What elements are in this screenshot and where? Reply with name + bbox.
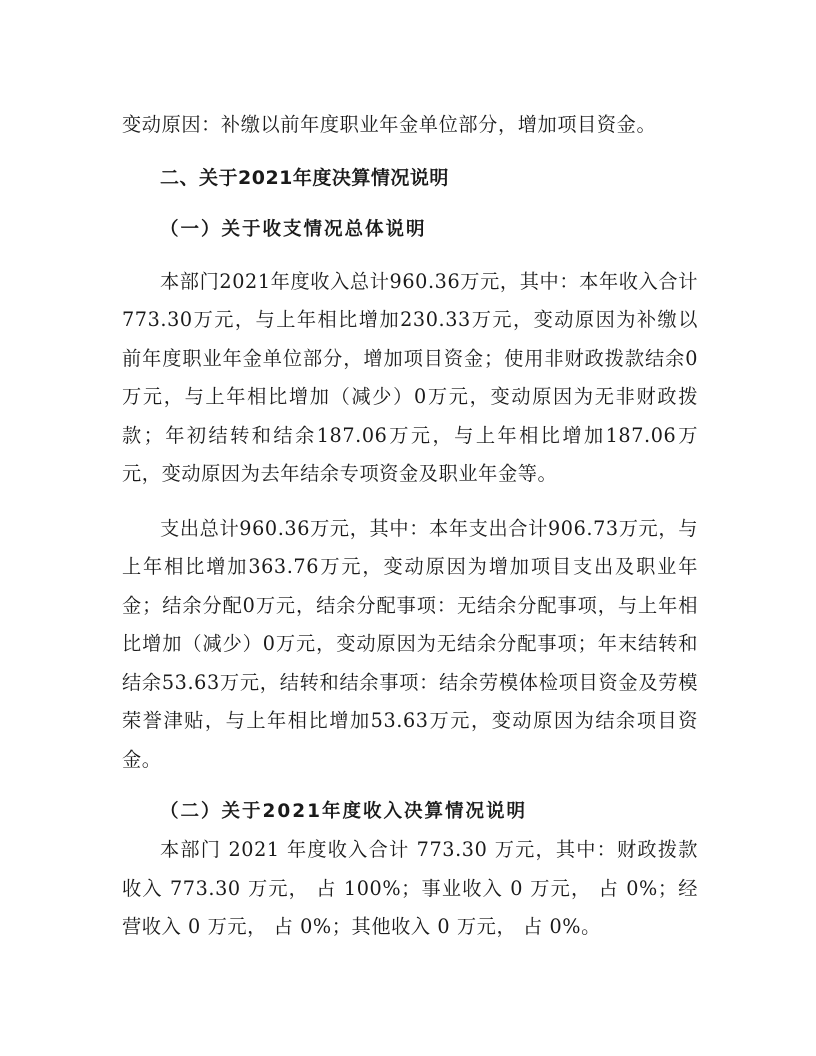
spacer bbox=[122, 494, 698, 510]
subsection-heading-overall: （一）关于收支情况总体说明 bbox=[160, 218, 427, 240]
document-body bbox=[122, 106, 698, 947]
change-reason-paragraph: 变动原因：补缴以前年度职业年金单位部分，增加项目资金。 bbox=[122, 113, 657, 136]
spacer bbox=[122, 249, 698, 263]
expense-total-paragraph: 支出总计960.36万元，其中：本年支出合计906.73万元，与上年相比增加363.76万元，变动原因为增加项目支出及职业年金；结余分配0万元，结余分配事项：无结余分配事项，与上年相比增加（减少）0万元，变动原因为无结余分配事项；年末结转和结余53.63万元，结转和结余事项：结余劳模体检项目资金及劳模荣誉津贴，与上年相比增加53.63万元，变动原因为结余项目资金。 bbox=[122, 516, 698, 771]
section-heading-final-accounts: 二、关于2021年度决算情况说明 bbox=[160, 166, 449, 189]
subsection-heading-income: （二）关于2021年度收入决算情况说明 bbox=[160, 801, 527, 822]
income-detail-paragraph: 本部门 2021 年度收入合计 773.30 万元，其中：财政拨款收入 773.30 万元， 占 100%；事业收入 0 万元， 占 0%；经营收入 0 万元， 占 0%；其他收入 0 万元， 占 0%。 bbox=[122, 838, 698, 938]
spacer bbox=[122, 197, 698, 211]
spacer bbox=[122, 779, 698, 793]
income-total-paragraph: 本部门2021年度收入总计960.36万元，其中：本年收入合计773.30万元，与上年相比增加230.33万元，变动原因为补缴以前年度职业年金单位部分，增加项目资金；使用非财政拨款结余0万元，与上年相比增加（减少）0万元，变动原因为无非财政拨款；年初结转和结余187.06万元，与上年相比增加187.06万元，变动原因为去年结余专项资金及职业年金等。 bbox=[122, 269, 698, 485]
spacer bbox=[122, 145, 698, 159]
